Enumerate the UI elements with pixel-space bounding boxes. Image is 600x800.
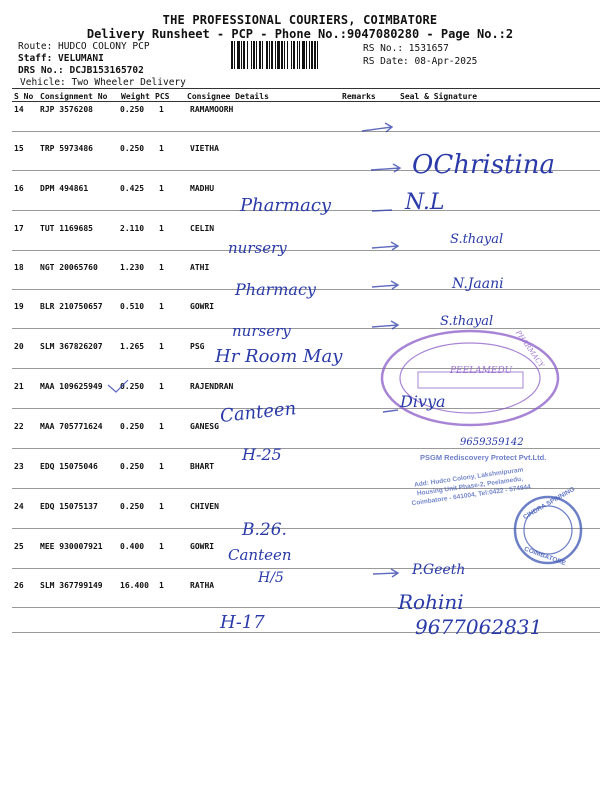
floor-row-25: H/5: [258, 570, 284, 586]
cell-weight: 0.250: [120, 462, 145, 471]
rs-number: RS No.: 1531657: [363, 43, 449, 54]
cell-sno: 19: [14, 302, 24, 311]
cell-sno: 24: [14, 502, 24, 511]
cell-consignment-no: EDQ 15075137: [40, 502, 98, 511]
phone-row-22: 9659359142: [460, 437, 524, 448]
company-stamp-name: PSGM Rediscovery Protect Pvt.Ltd.: [420, 453, 547, 462]
cell-pcs: 1: [159, 263, 164, 272]
cell-sno: 21: [14, 382, 24, 391]
note-row-17: nursery: [228, 239, 287, 257]
cell-weight: 1.230: [120, 263, 145, 272]
note-row-19: nursery: [232, 322, 291, 340]
cell-pcs: 1: [159, 224, 164, 233]
signature-row-26: Rohini: [398, 590, 464, 614]
signature-row-16: N.L: [405, 190, 445, 215]
cell-consignment-no: RJP 3576208: [40, 105, 93, 114]
route-label: Route: HUDCO COLONY PCP: [18, 41, 150, 52]
pharmacy-stamp-arc: PHARMACY: [513, 328, 546, 370]
cell-weight: 0.250: [120, 144, 145, 153]
cell-consignment-no: MAA 109625949: [40, 382, 103, 391]
col-header-consignee: Consignee Details: [187, 92, 269, 101]
note-row-16: Pharmacy: [240, 195, 332, 216]
col-header-pcs: PCS: [155, 92, 170, 101]
cell-weight: 0.250: [120, 382, 145, 391]
signature-row-18: N.Jaani: [452, 276, 504, 292]
cell-pcs: 1: [159, 342, 164, 351]
cell-weight: 1.265: [120, 342, 145, 351]
cell-pcs: 1: [159, 422, 164, 431]
cell-consignment-no: BLR 210750657: [40, 302, 103, 311]
cell-consignee: MADHU: [190, 184, 215, 193]
cell-consignee: GOWRI: [190, 302, 215, 311]
spinning-seal-top: CINDRA SPINNING: [522, 485, 577, 522]
cell-sno: 23: [14, 462, 24, 471]
cell-weight: 0.250: [120, 105, 145, 114]
cell-sno: 18: [14, 263, 24, 272]
cell-pcs: 1: [159, 302, 164, 311]
col-header-weight: Weight: [121, 92, 150, 101]
cell-consignment-no: EDQ 15075046: [40, 462, 98, 471]
staff-label: Staff: VELUMANI: [18, 53, 104, 64]
cell-consignee: ATHI: [190, 263, 210, 272]
cell-consignment-no: TUT 1169685: [40, 224, 93, 233]
cell-weight: 0.425: [120, 184, 145, 193]
pharmacy-stamp-text: PEELAMEDU: [450, 366, 513, 376]
cell-pcs: 1: [159, 502, 164, 511]
note-row-22: Canteen: [219, 398, 298, 427]
note-row-18: Pharmacy: [235, 280, 316, 299]
vehicle-label: Vehicle: Two Wheeler Delivery: [20, 77, 186, 88]
cell-consignee: BHART: [190, 462, 215, 471]
cell-consignee: RAMAMOORH: [190, 105, 234, 114]
col-header-consignment: Consignment No: [40, 92, 108, 101]
col-header-seal-signature: Seal & Signature: [400, 92, 478, 101]
cell-consignee: VIETHA: [190, 144, 219, 153]
signature-row-17: S.thayal: [450, 232, 504, 247]
cell-consignment-no: MEE 930007921: [40, 542, 103, 551]
cell-weight: 0.510: [120, 302, 145, 311]
col-header-remarks: Remarks: [342, 92, 376, 101]
drs-label: DRS No.: DCJB153165702: [18, 65, 144, 76]
cell-consignee: CHIVEN: [190, 502, 219, 511]
cell-consignment-no: NGT 20065760: [40, 263, 98, 272]
cell-weight: 0.250: [120, 422, 145, 431]
cell-consignee: GANESG: [190, 422, 219, 431]
cell-consignee: RAJENDRAN: [190, 382, 234, 391]
cell-sno: 22: [14, 422, 24, 431]
cell-weight: 0.250: [120, 502, 145, 511]
cell-sno: 26: [14, 581, 24, 590]
cell-weight: 16.400: [120, 581, 149, 590]
note-row-20: Hr Room May: [215, 346, 343, 367]
cell-pcs: 1: [159, 184, 164, 193]
signature-row-15: OChristina: [412, 150, 556, 180]
cell-weight: 0.400: [120, 542, 145, 551]
cell-pcs: 1: [159, 105, 164, 114]
rs-date: RS Date: 08-Apr-2025: [363, 56, 478, 67]
signature-row-21: Divya: [400, 392, 446, 411]
cell-pcs: 1: [159, 462, 164, 471]
cell-consignee: PSG: [190, 342, 205, 351]
cell-sno: 15: [14, 144, 24, 153]
floor-row-22: H-25: [242, 445, 282, 464]
cell-sno: 25: [14, 542, 24, 551]
col-header-sno: S No: [14, 92, 34, 101]
phone-row-26: 9677062831: [415, 615, 543, 639]
cell-sno: 16: [14, 184, 24, 193]
cell-consignment-no: SLM 367799149: [40, 581, 103, 590]
cell-weight: 2.110: [120, 224, 145, 233]
spinning-seal-bottom: COIMBATORE: [523, 545, 567, 568]
company-title: THE PROFESSIONAL COURIERS, COIMBATORE: [162, 13, 438, 27]
cell-pcs: 1: [159, 382, 164, 391]
note-row-25: Canteen: [228, 546, 292, 564]
cell-consignee: GOWRI: [190, 542, 215, 551]
note-row-24: B.26.: [242, 520, 287, 540]
cell-consignment-no: SLM 367826207: [40, 342, 103, 351]
signature-row-25: P.Geeth: [412, 562, 466, 578]
cell-sno: 17: [14, 224, 24, 233]
signature-row-19: S.thayal: [440, 314, 494, 329]
cell-consignment-no: MAA 705771624: [40, 422, 103, 431]
company-stamp-address: Add: Hudco Colony, Lakshmipuram Housing Unit Phase-2, Peelamedu, Coimbatore - 641004, Tel:0422 - 574944: [411, 466, 532, 508]
cell-pcs: 1: [159, 542, 164, 551]
cell-consignee: CELIN: [190, 224, 215, 233]
cell-pcs: 1: [159, 144, 164, 153]
cell-sno: 20: [14, 342, 24, 351]
cell-consignee: RATHA: [190, 581, 215, 590]
runsheet-title: Delivery Runsheet - PCP - Phone No.:9047080280 - Page No.:2: [86, 27, 514, 41]
cell-sno: 14: [14, 105, 24, 114]
cell-consignment-no: DPM 494861: [40, 184, 89, 193]
cell-pcs: 1: [159, 581, 164, 590]
cell-consignment-no: TRP 5973486: [40, 144, 93, 153]
floor-row-26: H-17: [220, 612, 265, 633]
